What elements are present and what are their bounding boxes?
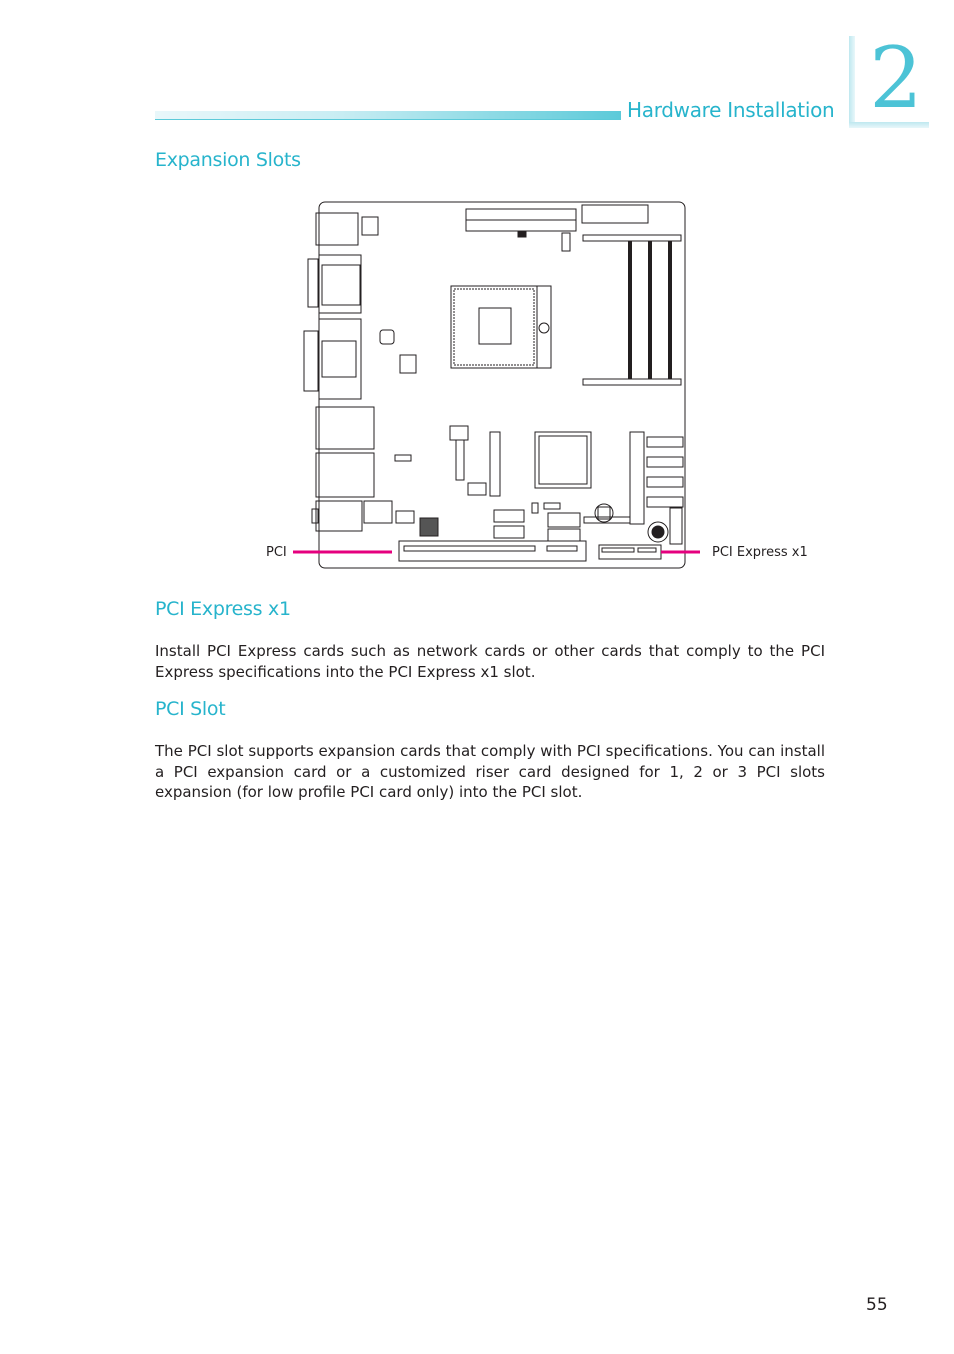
header-left — [450, 426, 468, 440]
chipset — [535, 432, 591, 488]
pcie-callout-label: PCI Express x1 — [712, 545, 808, 560]
sata-3 — [647, 477, 683, 487]
pcie-heading: PCI Express x1 — [155, 598, 291, 620]
dimm-slot-1 — [583, 235, 681, 241]
io-port-vga — [319, 319, 361, 399]
io-port-ps2 — [316, 213, 358, 245]
io-port-lan — [316, 453, 374, 497]
sata-4 — [647, 497, 683, 507]
pci-heading: PCI Slot — [155, 698, 226, 720]
lpt-header — [582, 205, 648, 223]
header-gradient-bar — [155, 111, 621, 119]
sata-2 — [647, 457, 683, 467]
sata-1 — [647, 437, 683, 447]
chapter-tab-bracket — [849, 36, 855, 128]
dimm-slot-2 — [583, 379, 681, 385]
ide-header — [630, 432, 644, 524]
page-title: Expansion Slots — [155, 149, 301, 171]
header-rule — [155, 119, 621, 120]
bios-chip — [380, 330, 394, 344]
pci-body: The PCI slot supports expansion cards that comply with PCI specifications. You can install a PCI expansion card or a customized riser card designed for 1, 2 or 3 PCI slots expansion (for low profile PCI card only) into the PCI slot. — [155, 742, 825, 801]
motherboard-diagram — [260, 195, 700, 575]
io-port-audio — [316, 501, 362, 531]
io-header-small — [362, 217, 378, 235]
io-port-usb — [316, 407, 374, 449]
io-port-serial — [319, 255, 361, 313]
chapter-number: 2 — [869, 29, 923, 127]
header-mid — [490, 432, 500, 496]
page-number: 55 — [866, 1295, 888, 1315]
io-chip — [420, 518, 438, 536]
pci-callout-label: PCI — [266, 545, 287, 560]
section-title: Hardware Installation — [627, 98, 835, 122]
pcie-body: Install PCI Express cards such as network cards or other cards that comply to the PCI Express specifications into the PCI Express x1 slot. — [155, 642, 825, 681]
cpu-socket — [451, 286, 537, 368]
